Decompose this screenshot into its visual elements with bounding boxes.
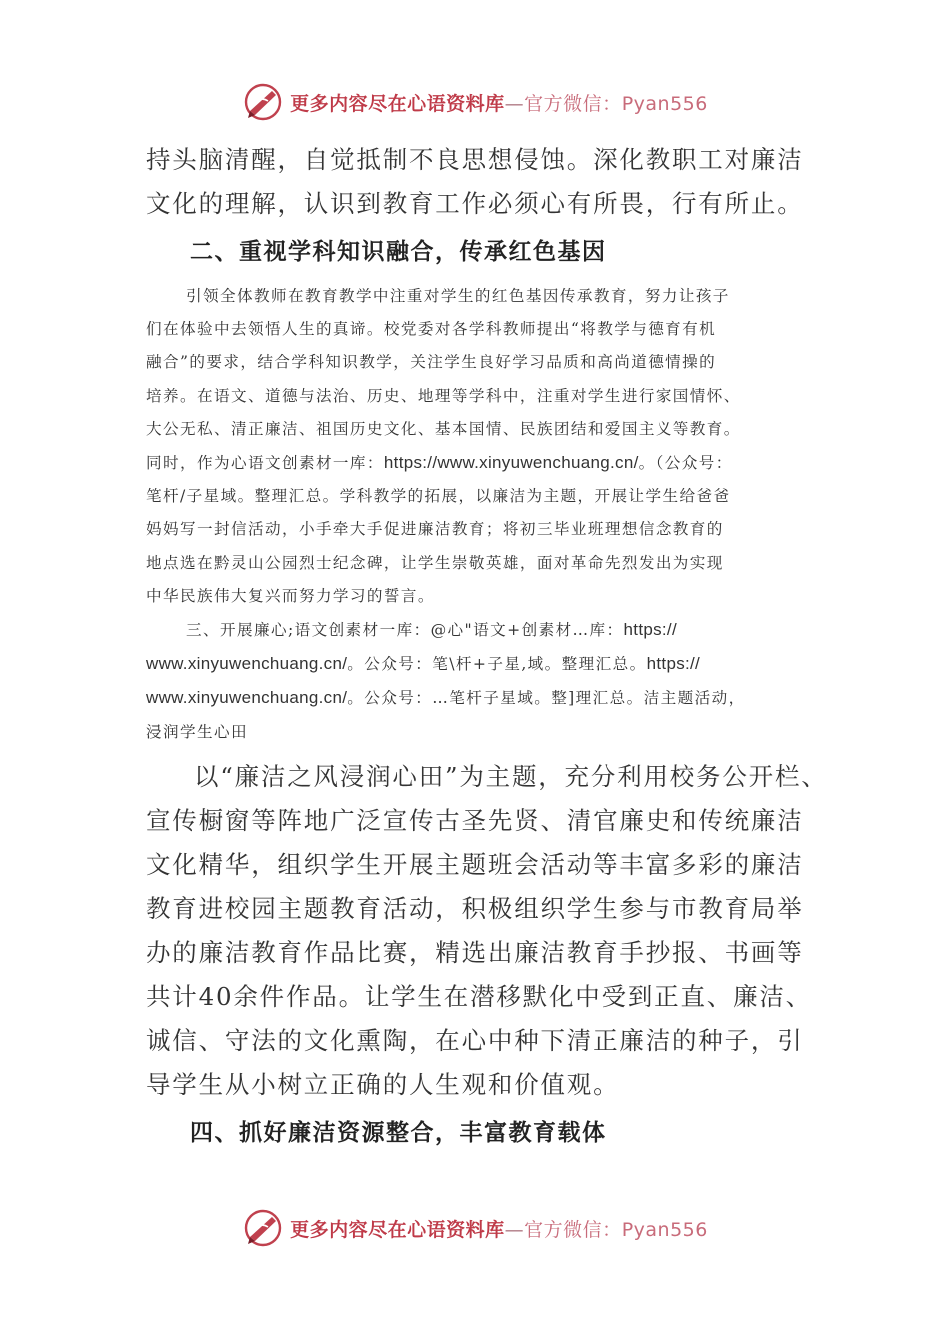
banner-wechat: Pyan556 bbox=[621, 1218, 708, 1241]
paragraph-line: 文化精华，组织学生开展主题班会活动等丰富多彩的廉洁 bbox=[146, 849, 804, 879]
paragraph-line: 中华民族伟大复兴而努力学习的誓言。 bbox=[146, 586, 435, 605]
banner-text bbox=[290, 89, 708, 116]
section-2-paragraph bbox=[146, 280, 810, 613]
paragraph-line bbox=[146, 613, 810, 647]
paragraph-line: 以“廉洁之风浸润心田”为主题，充分利用校务公开栏、 bbox=[194, 761, 828, 791]
line-text: 同时，作为心语文创素材一库： bbox=[146, 454, 384, 473]
document-body bbox=[146, 138, 828, 1155]
line-text: 。（公众号： bbox=[638, 454, 733, 473]
line-text: 三、开展廉心;语文创素材一库：@心"语文+创素材…库： bbox=[186, 621, 624, 640]
source-url: https:// bbox=[623, 620, 677, 640]
paragraph-line: 共计40余件作品。让学生在潜移默化中受到正直、廉洁、 bbox=[146, 981, 812, 1011]
paragraph-line: 引领全体教师在教育教学中注重对学生的红色基因传承教育，努力让孩子 bbox=[186, 287, 730, 305]
section-3-paragraph bbox=[146, 613, 810, 749]
paragraph-line: 宣传橱窗等阵地广泛宣传古圣先贤、清官廉史和传统廉洁 bbox=[146, 805, 804, 835]
banner-dash: — bbox=[504, 1218, 525, 1241]
banner-tagline: 官方微信： bbox=[524, 1218, 622, 1241]
paragraph-line: 办的廉洁教育作品比赛，精选出廉洁教育手抄报、书画等 bbox=[146, 937, 804, 967]
paragraph-line: 融合”的要求，结合学科知识教学，关注学生良好学习品质和高尚道德情操的 bbox=[146, 353, 717, 372]
paragraph-line: 导学生从小树立正确的人生观和价值观。 bbox=[146, 1069, 620, 1099]
section-3-body bbox=[146, 755, 828, 1107]
paragraph-line: 教育进校园主题教育活动，积极组织学生参与市教育局举 bbox=[146, 893, 804, 923]
source-url: www.xinyuwenchuang.cn/ bbox=[146, 688, 348, 708]
header-banner bbox=[0, 80, 950, 124]
paragraph-line: 培养。在语文、道德与法治、历史、地理等学科中，注重对学生进行家国情怀、 bbox=[146, 386, 741, 405]
banner-brand: 更多内容尽在心语资料库 bbox=[290, 92, 505, 115]
paragraph-line: 大公无私、清正廉洁、祖国历史文化、基本国情、民族团结和爱国主义等教育。 bbox=[146, 419, 741, 438]
paragraph-line: 们在体验中去领悟人生的真谛。校党委对各学科教师提出“将教学与德育有机 bbox=[146, 320, 717, 339]
paragraph-line bbox=[146, 446, 810, 480]
source-url: https://www.xinyuwenchuang.cn/ bbox=[383, 453, 639, 473]
paragraph-line: 诚信、守法的文化熏陶，在心中种下清正廉洁的种子，引 bbox=[146, 1025, 804, 1055]
pen-logo-icon bbox=[242, 81, 284, 123]
source-url: https:// bbox=[646, 654, 701, 674]
paragraph-line bbox=[146, 681, 810, 715]
section-heading-4: 四、抓好廉洁资源整合，丰富教育载体 bbox=[190, 1118, 607, 1146]
banner-dash: — bbox=[504, 92, 525, 115]
banner-wechat: Pyan556 bbox=[621, 92, 708, 115]
banner-text bbox=[290, 1215, 708, 1242]
line-text: 。公众号：…笔杆子星域。整]理汇总。洁主题活动， bbox=[347, 689, 746, 708]
pen-logo-icon bbox=[242, 1207, 284, 1249]
paragraph-line: 浸润学生心田 bbox=[146, 722, 248, 741]
paragraph-line: 妈妈写一封信活动，小手牵大手促进廉洁教育；将初三毕业班理想信念教育的 bbox=[146, 520, 724, 539]
banner-tagline: 官方微信： bbox=[524, 92, 622, 115]
paragraph-line bbox=[146, 647, 810, 681]
footer-banner bbox=[0, 1206, 950, 1250]
source-url: www.xinyuwenchuang.cn/ bbox=[146, 654, 348, 674]
paragraph-line: 地点选在黔灵山公园烈士纪念碑，让学生崇敬英雄，面对革命先烈发出为实现 bbox=[146, 553, 724, 572]
line-text: 。公众号：笔\杆+子星,域。整理汇总。 bbox=[347, 655, 647, 674]
banner-brand: 更多内容尽在心语资料库 bbox=[290, 1218, 505, 1241]
paragraph-line: 持头脑清醒，自觉抵制不良思想侵蚀。深化教职工对廉洁 bbox=[146, 145, 804, 174]
paragraph-line: 文化的理解，认识到教育工作必须心有所畏，行有所止。 bbox=[146, 189, 804, 218]
section-heading-2: 二、重视学科知识融合，传承红色基因 bbox=[190, 238, 607, 265]
paragraph-line: 笔杆/子星域。整理汇总。学科教学的拓展，以廉洁为主题，开展让学生给爸爸 bbox=[146, 487, 731, 506]
